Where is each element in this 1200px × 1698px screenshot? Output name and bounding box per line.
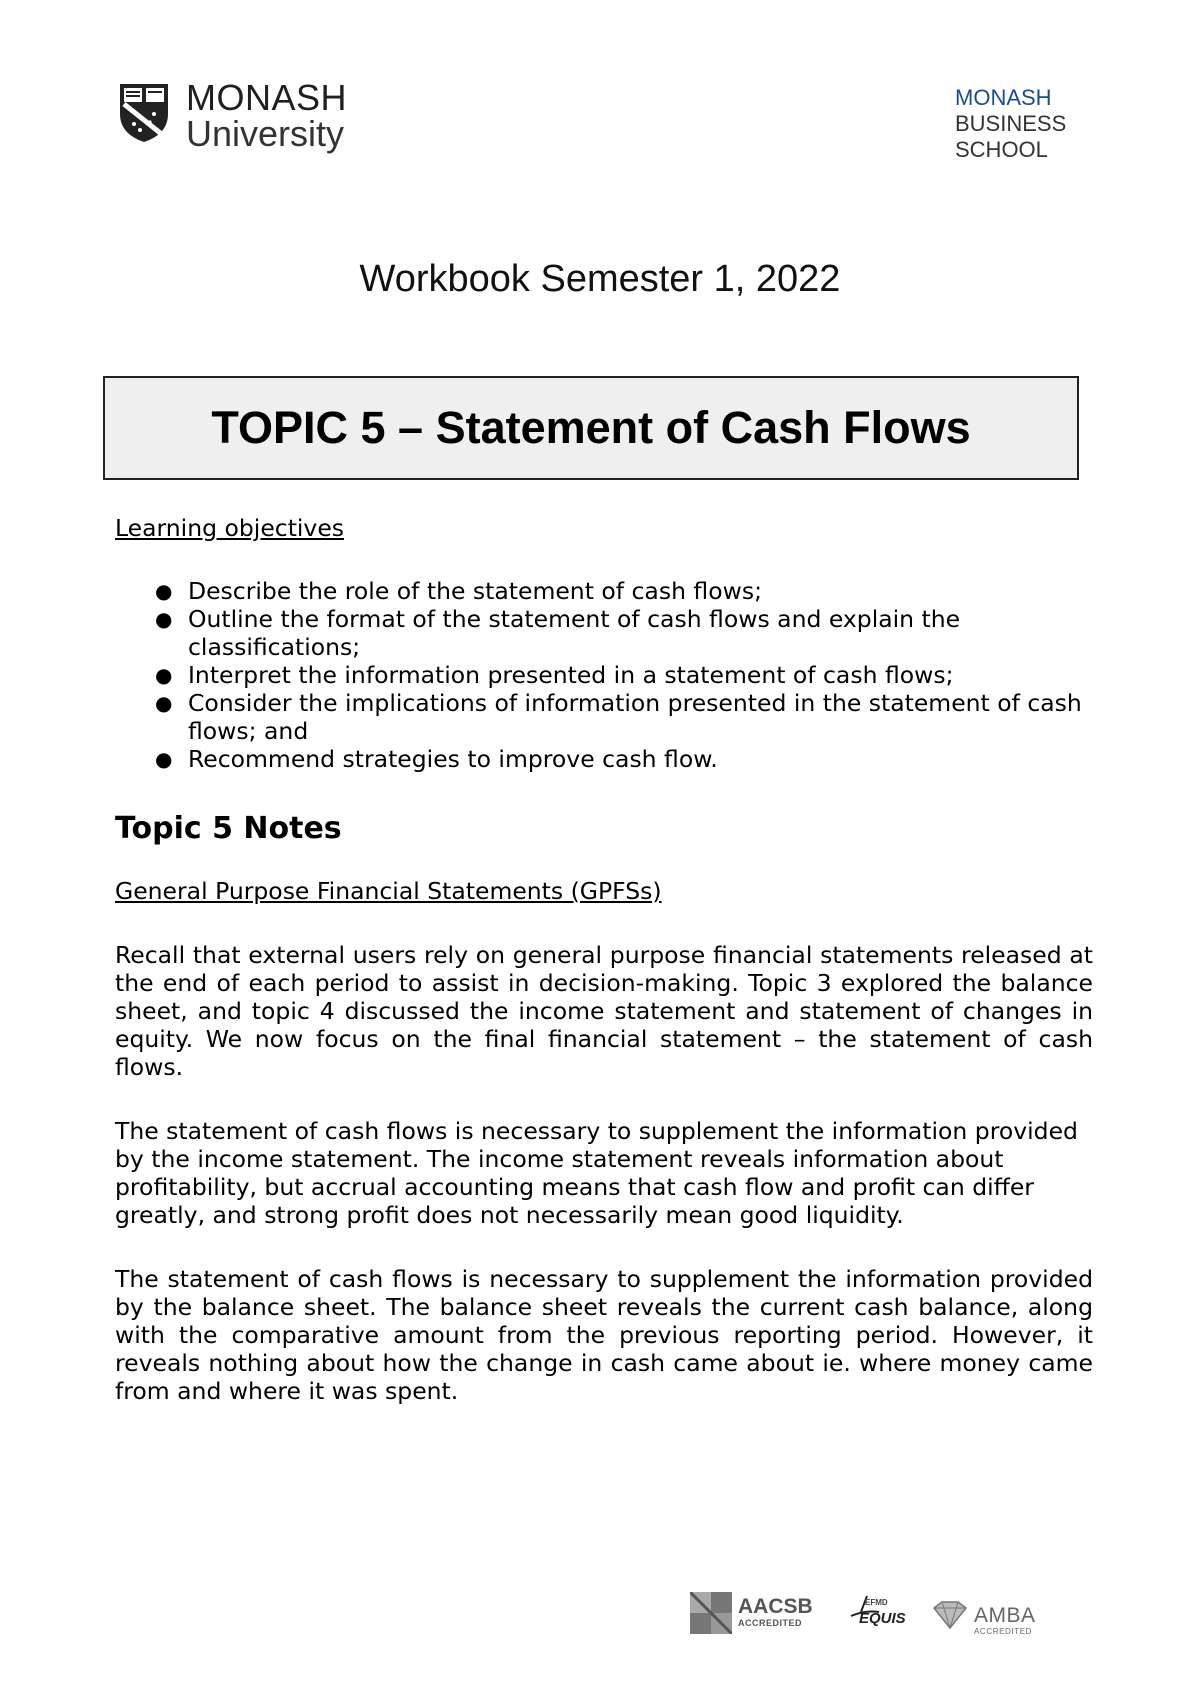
topic-title-box xyxy=(103,376,1079,480)
equis-logo xyxy=(845,1592,913,1636)
monash-wordmark-line1: MONASH xyxy=(186,77,348,118)
workbook-title: Workbook Semester 1, 2022 xyxy=(359,258,841,300)
list-item-text: Consider the implications of information presented in the statement of cash flows; and xyxy=(188,689,1082,745)
aacsb-label: ACCREDITED xyxy=(738,1618,803,1628)
paragraph-2: The statement of cash flows is necessary to supplement the information provided by the income statement. The income statement reveals information about profitability, but accrual accounting means that cash flow and profit can differ greatly, and strong profit does not necessarily mean good liquidity. xyxy=(115,1117,1078,1229)
gpfs-subheading: General Purpose Financial Statements (GPFSs) xyxy=(115,877,662,905)
list-item xyxy=(115,689,1093,745)
bullet-icon: ● xyxy=(155,747,173,771)
equis-name: EQUIS xyxy=(859,1610,906,1627)
monash-business-school-logo xyxy=(955,85,1066,163)
equis-org: EFMD xyxy=(865,1598,888,1607)
notes-heading: Topic 5 Notes xyxy=(115,811,342,846)
monash-crest-icon xyxy=(116,80,172,144)
bullet-icon: ● xyxy=(155,691,173,715)
bullet-icon: ● xyxy=(155,579,173,603)
aacsb-logo xyxy=(690,1592,815,1636)
list-item-text: Outline the format of the statement of cash flows and explain the classifications; xyxy=(188,605,961,661)
list-item xyxy=(115,745,1093,773)
document-body xyxy=(115,514,1093,1441)
paragraph-1: Recall that external users rely on general purpose financial statements released at the end of each period to assist in decision-making. Topic 3 explored the balance sheet, and topic 4 discussed the income statement and statement of changes in equity. We now focus on the final financial statement – the statement of cash flows. xyxy=(115,941,1093,1081)
monash-wordmark-line2: University xyxy=(186,113,345,154)
aacsb-square-icon xyxy=(690,1592,732,1634)
paragraph-3: The statement of cash flows is necessary to supplement the information provided by the balance sheet. The balance sheet reveals the current cash balance, along with the comparative amount from the previous reporting period. However, it reveals nothing about how the change in cash came about ie. where money came from and where it was spent. xyxy=(115,1265,1093,1405)
learning-objectives-list xyxy=(115,577,1093,773)
list-item-text: Recommend strategies to improve cash flow. xyxy=(188,745,718,773)
list-item-text: Interpret the information presented in a statement of cash flows; xyxy=(188,661,954,689)
mbs-line2: BUSINESS xyxy=(955,111,1067,136)
monash-university-logo xyxy=(116,77,366,175)
list-item xyxy=(115,661,1093,689)
aacsb-name: AACSB xyxy=(738,1595,813,1618)
bullet-icon: ● xyxy=(155,607,173,631)
learning-objectives-heading: Learning objectives xyxy=(115,514,345,542)
list-item-text: Describe the role of the statement of cash flows; xyxy=(188,577,762,605)
list-item xyxy=(115,605,1093,661)
amba-diamond-icon xyxy=(930,1600,970,1632)
bullet-icon: ● xyxy=(155,663,173,687)
topic-title: TOPIC 5 – Statement of Cash Flows xyxy=(211,402,971,453)
accreditation-logos xyxy=(690,1592,1040,1640)
amba-label: ACCREDITED xyxy=(974,1627,1033,1636)
amba-logo xyxy=(930,1592,1040,1636)
mbs-line1: MONASH xyxy=(955,85,1052,110)
list-item xyxy=(115,577,1093,605)
amba-name: AMBA xyxy=(974,1604,1036,1627)
monash-university-wordmark xyxy=(186,77,348,154)
mbs-line3: SCHOOL xyxy=(955,137,1048,162)
